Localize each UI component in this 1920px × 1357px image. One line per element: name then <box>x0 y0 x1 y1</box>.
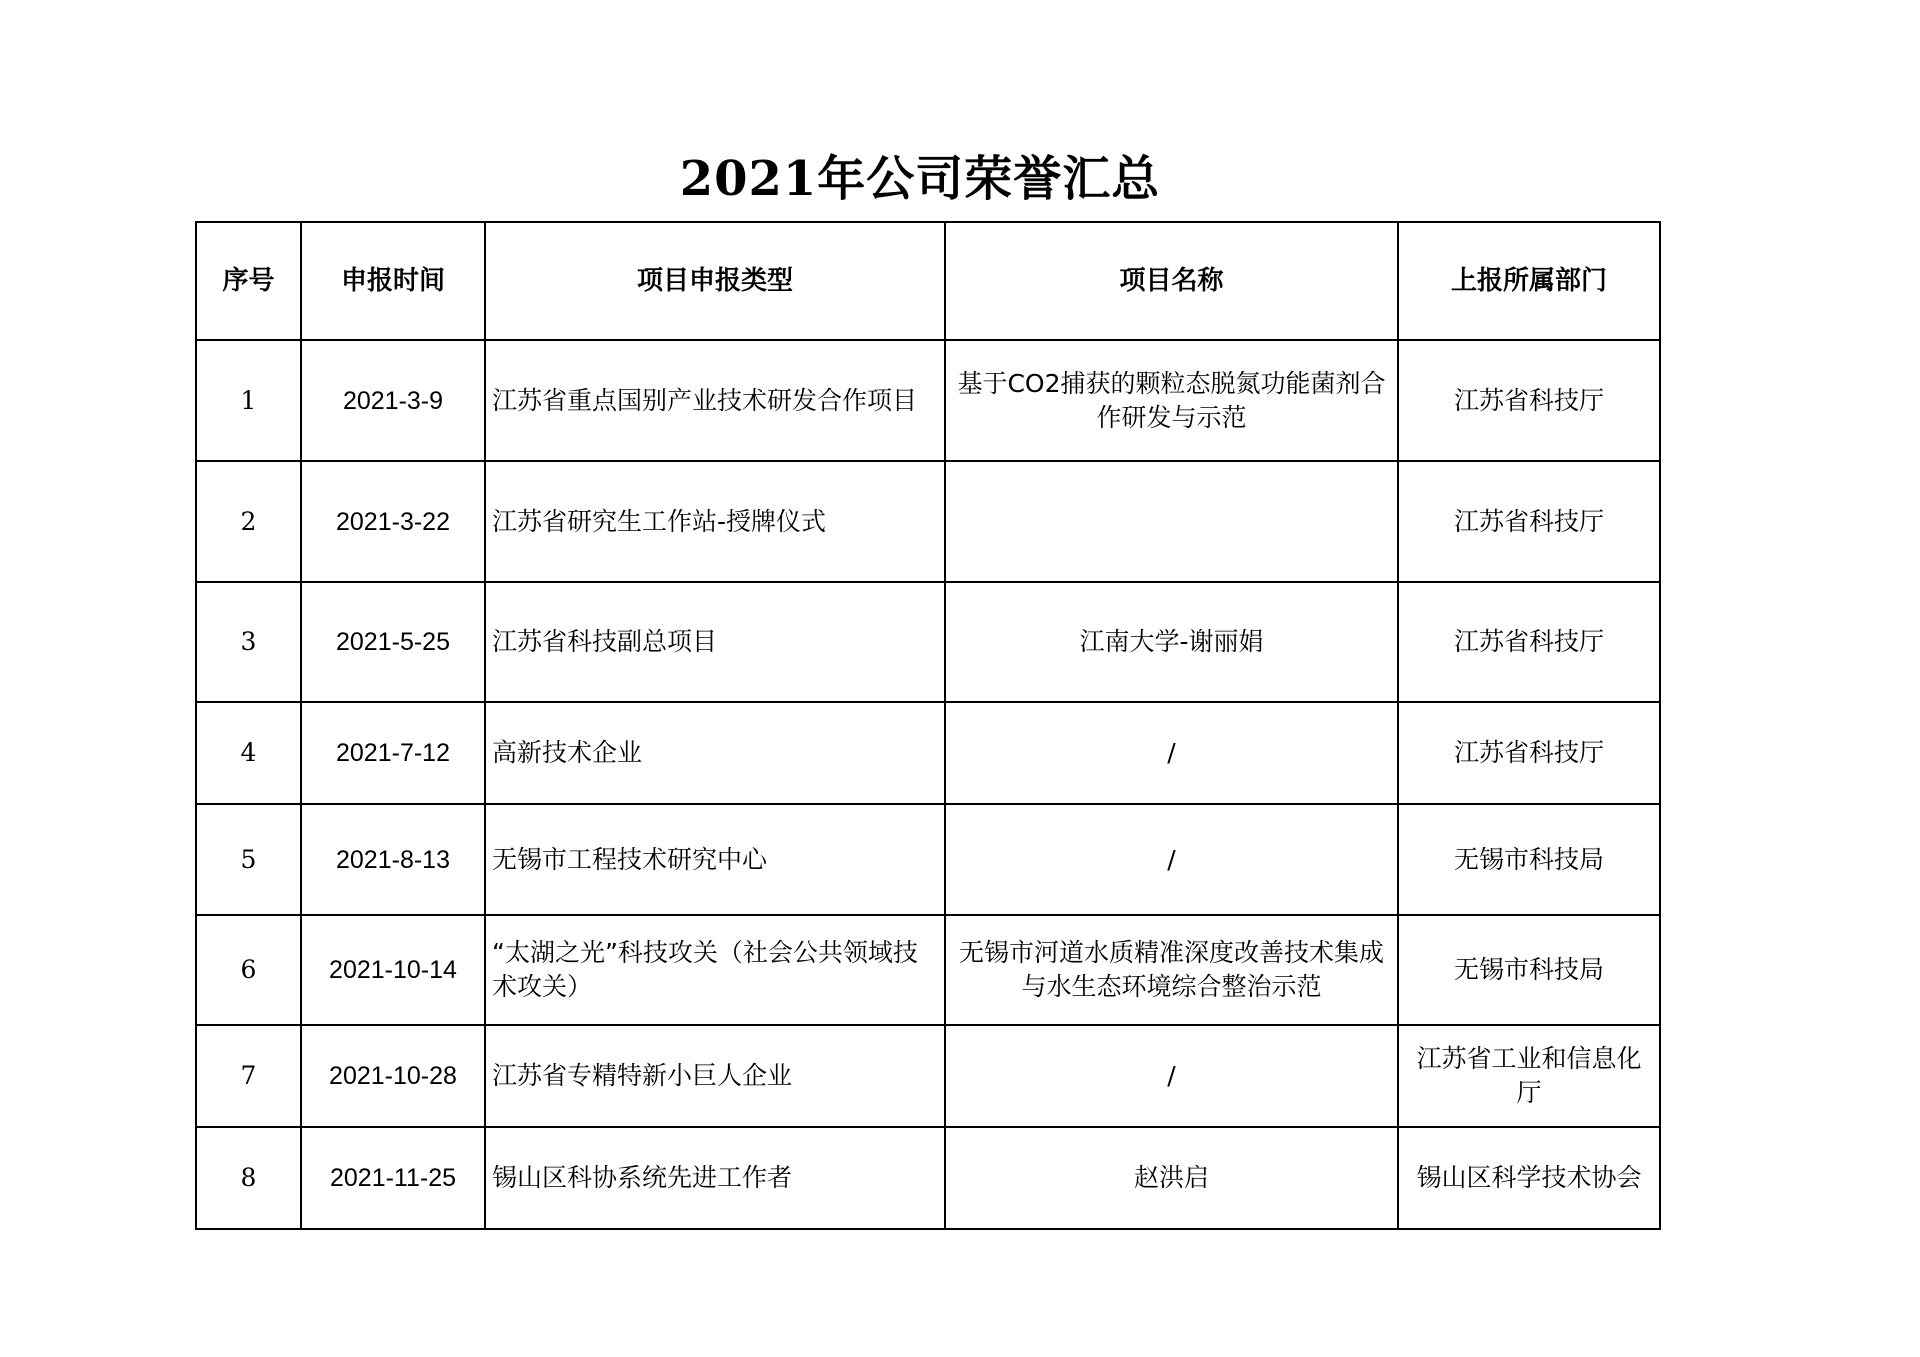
cell-serial-number: 3 <box>196 582 301 702</box>
cell-department: 江苏省科技厅 <box>1398 461 1660 582</box>
table-row <box>196 804 1660 915</box>
table-row <box>196 1127 1660 1229</box>
cell-project-name: 江南大学-谢丽娟 <box>945 582 1398 702</box>
honors-table <box>195 221 1661 1230</box>
header-department: 上报所属部门 <box>1398 222 1660 340</box>
cell-department: 无锡市科技局 <box>1398 804 1660 915</box>
cell-serial-number: 2 <box>196 461 301 582</box>
cell-department: 无锡市科技局 <box>1398 915 1660 1025</box>
cell-project-name: / <box>945 804 1398 915</box>
header-project-type: 项目申报类型 <box>485 222 945 340</box>
cell-report-date: 2021-11-25 <box>301 1127 485 1229</box>
cell-project-type: 江苏省重点国别产业技术研发合作项目 <box>485 340 945 461</box>
cell-project-type: 高新技术企业 <box>485 702 945 804</box>
header-serial-number: 序号 <box>196 222 301 340</box>
cell-project-name: 无锡市河道水质精准深度改善技术集成与水生态环境综合整治示范 <box>945 915 1398 1025</box>
table-row <box>196 1025 1660 1127</box>
cell-serial-number: 7 <box>196 1025 301 1127</box>
cell-department: 江苏省科技厅 <box>1398 582 1660 702</box>
cell-serial-number: 1 <box>196 340 301 461</box>
cell-project-type: 无锡市工程技术研究中心 <box>485 804 945 915</box>
cell-project-name: / <box>945 1025 1398 1127</box>
table-row <box>196 340 1660 461</box>
cell-serial-number: 6 <box>196 915 301 1025</box>
cell-project-type: 江苏省专精特新小巨人企业 <box>485 1025 945 1127</box>
cell-report-date: 2021-3-22 <box>301 461 485 582</box>
cell-department: 江苏省工业和信息化厅 <box>1398 1025 1660 1127</box>
cell-department: 锡山区科学技术协会 <box>1398 1127 1660 1229</box>
cell-report-date: 2021-10-28 <box>301 1025 485 1127</box>
table-row <box>196 915 1660 1025</box>
header-project-name: 项目名称 <box>945 222 1398 340</box>
cell-report-date: 2021-5-25 <box>301 582 485 702</box>
cell-report-date: 2021-10-14 <box>301 915 485 1025</box>
table-row <box>196 582 1660 702</box>
cell-serial-number: 5 <box>196 804 301 915</box>
cell-project-name: 基于CO2捕获的颗粒态脱氮功能菌剂合作研发与示范 <box>945 340 1398 461</box>
header-report-date: 申报时间 <box>301 222 485 340</box>
cell-project-type: “太湖之光”科技攻关（社会公共领域技术攻关） <box>485 915 945 1025</box>
cell-report-date: 2021-3-9 <box>301 340 485 461</box>
cell-department: 江苏省科技厅 <box>1398 340 1660 461</box>
table-header-row <box>196 222 1660 340</box>
cell-project-name: 赵洪启 <box>945 1127 1398 1229</box>
cell-project-type: 江苏省科技副总项目 <box>485 582 945 702</box>
table-row <box>196 702 1660 804</box>
cell-project-name <box>945 461 1398 582</box>
cell-project-type: 锡山区科协系统先进工作者 <box>485 1127 945 1229</box>
cell-report-date: 2021-7-12 <box>301 702 485 804</box>
table-row <box>196 461 1660 582</box>
cell-serial-number: 4 <box>196 702 301 804</box>
cell-project-name: / <box>945 702 1398 804</box>
page-title: 2021年公司荣誉汇总 <box>679 151 1161 207</box>
cell-project-type: 江苏省研究生工作站-授牌仪式 <box>485 461 945 582</box>
cell-serial-number: 8 <box>196 1127 301 1229</box>
cell-report-date: 2021-8-13 <box>301 804 485 915</box>
cell-department: 江苏省科技厅 <box>1398 702 1660 804</box>
